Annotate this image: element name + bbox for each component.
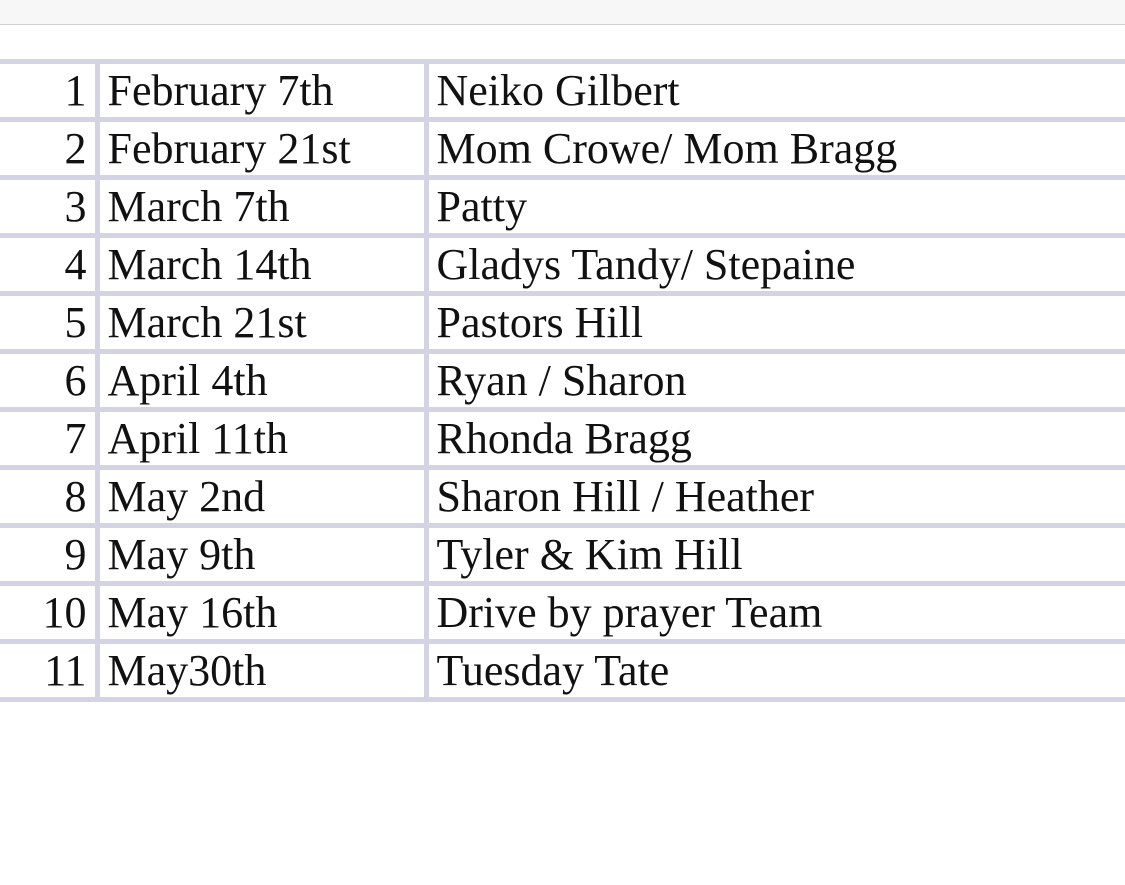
name-cell[interactable]: Drive by prayer Team bbox=[426, 584, 1125, 642]
name-cell[interactable]: Patty bbox=[426, 178, 1125, 236]
table-row bbox=[0, 294, 1125, 352]
name-cell[interactable]: Pastors Hill bbox=[426, 294, 1125, 352]
table-row bbox=[0, 642, 1125, 700]
table-row bbox=[0, 120, 1125, 178]
name-cell[interactable]: Neiko Gilbert bbox=[426, 62, 1125, 120]
table-row bbox=[0, 526, 1125, 584]
row-number-cell[interactable]: 1 bbox=[0, 62, 97, 120]
row-number-cell[interactable]: 11 bbox=[0, 642, 97, 700]
row-number-cell[interactable]: 8 bbox=[0, 468, 97, 526]
date-cell[interactable]: March 21st bbox=[97, 294, 426, 352]
date-cell[interactable]: May 16th bbox=[97, 584, 426, 642]
table-row bbox=[0, 410, 1125, 468]
date-cell[interactable]: April 11th bbox=[97, 410, 426, 468]
table-row bbox=[0, 178, 1125, 236]
name-cell[interactable]: Tyler & Kim Hill bbox=[426, 526, 1125, 584]
schedule-table bbox=[0, 59, 1125, 702]
row-number-cell[interactable]: 9 bbox=[0, 526, 97, 584]
name-cell[interactable]: Mom Crowe/ Mom Bragg bbox=[426, 120, 1125, 178]
date-cell[interactable]: February 21st bbox=[97, 120, 426, 178]
spreadsheet bbox=[0, 59, 1125, 702]
table-body bbox=[0, 62, 1125, 700]
row-number-cell[interactable]: 5 bbox=[0, 294, 97, 352]
name-cell[interactable]: Rhonda Bragg bbox=[426, 410, 1125, 468]
table-row bbox=[0, 236, 1125, 294]
date-cell[interactable]: March 7th bbox=[97, 178, 426, 236]
name-cell[interactable]: Gladys Tandy/ Stepaine bbox=[426, 236, 1125, 294]
date-cell[interactable]: May 9th bbox=[97, 526, 426, 584]
name-cell[interactable]: Tuesday Tate bbox=[426, 642, 1125, 700]
table-row bbox=[0, 62, 1125, 120]
name-cell[interactable]: Ryan / Sharon bbox=[426, 352, 1125, 410]
date-cell[interactable]: May 2nd bbox=[97, 468, 426, 526]
top-bar bbox=[0, 0, 1125, 25]
row-number-cell[interactable]: 2 bbox=[0, 120, 97, 178]
row-number-cell[interactable]: 4 bbox=[0, 236, 97, 294]
table-row bbox=[0, 468, 1125, 526]
row-number-cell[interactable]: 10 bbox=[0, 584, 97, 642]
row-number-cell[interactable]: 3 bbox=[0, 178, 97, 236]
date-cell[interactable]: March 14th bbox=[97, 236, 426, 294]
table-row bbox=[0, 584, 1125, 642]
date-cell[interactable]: May30th bbox=[97, 642, 426, 700]
date-cell[interactable]: April 4th bbox=[97, 352, 426, 410]
table-row bbox=[0, 352, 1125, 410]
date-cell[interactable]: February 7th bbox=[97, 62, 426, 120]
row-number-cell[interactable]: 7 bbox=[0, 410, 97, 468]
name-cell[interactable]: Sharon Hill / Heather bbox=[426, 468, 1125, 526]
row-number-cell[interactable]: 6 bbox=[0, 352, 97, 410]
